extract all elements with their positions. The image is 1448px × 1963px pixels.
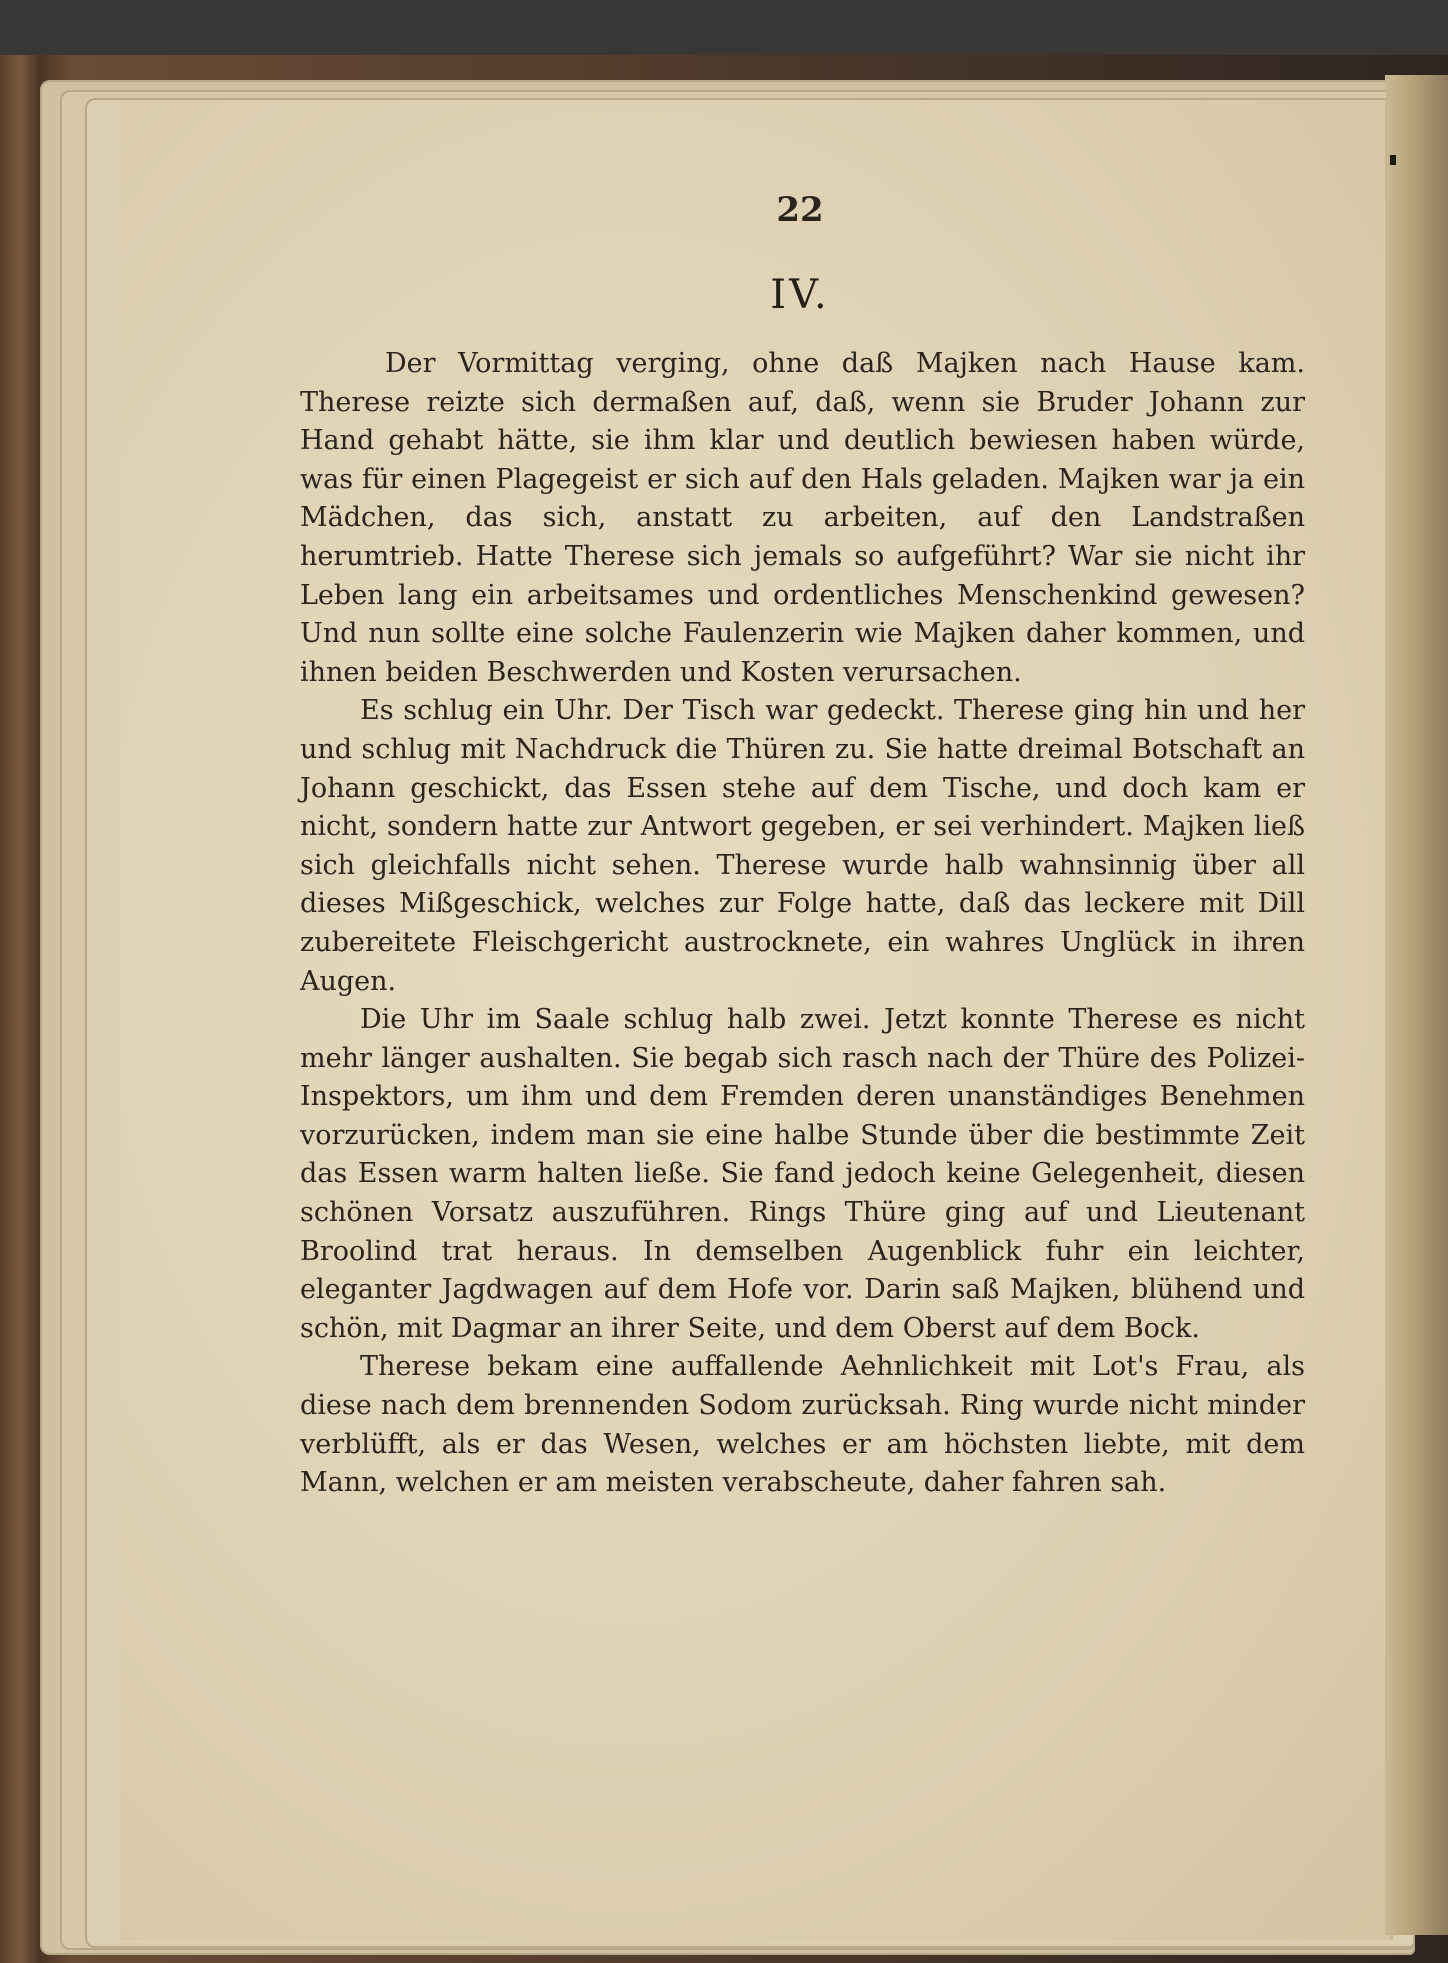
paragraph: Therese bekam eine auffallende Aehnlichkeit mit Lot's Frau, als diese nach dem brennenden Sodom zurücksah. Ring wurde nicht minder verblüfft, als er das Wesen, welches er am höchsten liebte, mit dem Mann, welchen er am meisten verabscheute, daher fahren sah. [300, 1351, 1305, 1499]
paragraph: Der Vormittag verging, ohne daß Majken nach Hause kam. Therese reizte sich dermaßen auf, daß, wenn sie Bruder Johann zur Hand gehabt hätte, sie ihm klar und deutlich bewiesen haben würde, was für einen Plagegeist er sich auf den Hals geladen. Majken war ja ein Mädchen, das sich, anstatt zu arbeiten, auf den Landstraßen herumtrieb. Hatte Therese sich jemals so aufgeführt? War sie nicht ihr Leben lang ein arbeitsames und ordentliches Menschenkind gewesen? Und nun sollte eine solche Faulenzerin wie Majken daher kommen, und ihnen beiden Beschwerden und Kosten verursachen. [300, 348, 1305, 688]
book-gutter [1385, 75, 1448, 1935]
ink-mark [1390, 155, 1396, 165]
chapter-heading: IV. [770, 272, 830, 318]
page-number: 22 [776, 190, 824, 230]
body-text [300, 345, 1305, 1503]
paragraph: Es schlug ein Uhr. Der Tisch war gedeckt. Therese ging hin und her und schlug mit Nachdruck die Thüren zu. Sie hatte dreimal Botschaft an Johann geschickt, das Essen stehe auf dem Tische, und doch kam er nicht, sondern hatte zur Antwort gegeben, er sei verhindert. Majken ließ sich gleichfalls nicht sehen. Therese wurde halb wahnsinnig über all dieses Mißgeschick, welches zur Folge hatte, daß das leckere mit Dill zubereitete Fleischgericht austrocknete, ein wahres Unglück in ihren Augen. [300, 695, 1305, 997]
paragraph: Die Uhr im Saale schlug halb zwei. Jetzt konnte Therese es nicht mehr länger aushalten. Sie begab sich rasch nach der Thüre des Polizei-Inspektors, um ihm und dem Fremden deren unanständiges Benehmen vorzurücken, indem man sie eine halbe Stunde über die bestimmte Zeit das Essen warm halten ließe. Sie fand jedoch keine Gelegenheit, diesen schönen Vorsatz auszuführen. Rings Thüre ging auf und Lieutenant Broolind trat heraus. In demselben Augenblick fuhr ein leichter, eleganter Jagdwagen auf dem Hofe vor. Darin saß Majken, blühend und schön, mit Dagmar an ihrer Seite, und dem Oberst auf dem Bock. [300, 1004, 1305, 1344]
